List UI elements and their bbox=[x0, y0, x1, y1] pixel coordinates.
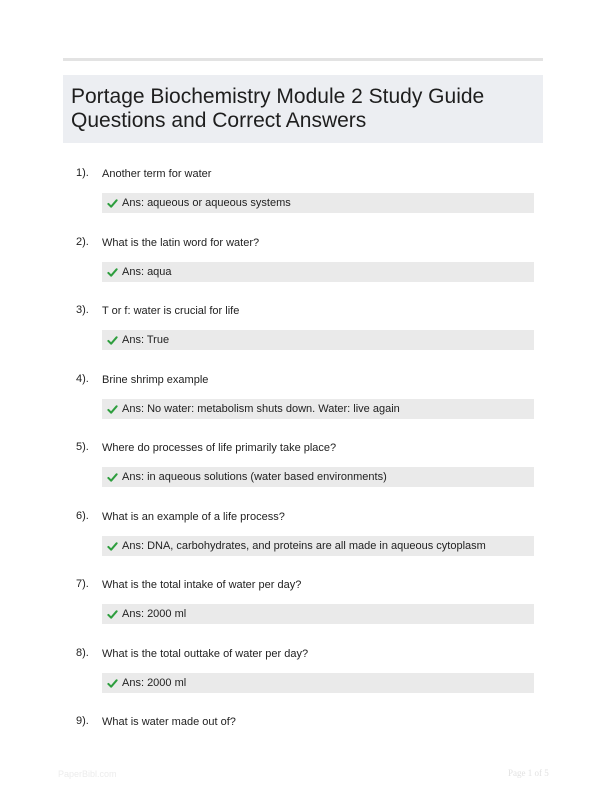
answer-box bbox=[102, 604, 534, 624]
question-text: What is the total outtake of water per day? bbox=[102, 648, 309, 660]
question-number: 3). bbox=[76, 304, 89, 316]
answer-text: Ans: No water: metabolism shuts down. Water: live again bbox=[122, 403, 400, 415]
top-divider bbox=[63, 58, 543, 61]
question-number: 1). bbox=[76, 167, 89, 179]
question-text: Another term for water bbox=[102, 168, 212, 180]
answer-box bbox=[102, 399, 534, 419]
check-icon bbox=[107, 404, 118, 415]
question-item bbox=[0, 373, 606, 433]
question-item bbox=[0, 647, 606, 707]
question-item bbox=[0, 441, 606, 501]
question-item bbox=[0, 167, 606, 227]
check-icon bbox=[107, 267, 118, 278]
check-icon bbox=[107, 609, 118, 620]
answer-text: Ans: in aqueous solutions (water based environments) bbox=[122, 471, 387, 483]
title-block bbox=[63, 75, 543, 143]
check-icon bbox=[107, 541, 118, 552]
check-icon bbox=[107, 335, 118, 346]
question-text: What is the total intake of water per day? bbox=[102, 579, 302, 591]
question-number: 8). bbox=[76, 647, 89, 659]
document-title bbox=[71, 85, 543, 133]
check-icon bbox=[107, 678, 118, 689]
answer-box bbox=[102, 467, 534, 487]
question-text: What is the latin word for water? bbox=[102, 237, 260, 249]
answer-text: Ans: 2000 ml bbox=[122, 608, 187, 620]
question-item bbox=[0, 236, 606, 296]
answer-box bbox=[102, 262, 534, 282]
footer-watermark: PaperBibl.com bbox=[58, 769, 117, 779]
check-icon bbox=[107, 198, 118, 209]
answer-text: Ans: 2000 ml bbox=[122, 677, 187, 689]
question-text: Brine shrimp example bbox=[102, 374, 209, 386]
question-text: Where do processes of life primarily take place? bbox=[102, 442, 337, 454]
check-icon bbox=[107, 472, 118, 483]
question-number: 5). bbox=[76, 441, 89, 453]
question-item bbox=[0, 304, 606, 364]
question-text: What is water made out of? bbox=[102, 716, 236, 728]
answer-text: Ans: DNA, carbohydrates, and proteins are all made in aqueous cytoplasm bbox=[122, 540, 486, 552]
question-number: 2). bbox=[76, 236, 89, 248]
answer-text: Ans: True bbox=[122, 334, 170, 346]
answer-box bbox=[102, 193, 534, 213]
answer-box bbox=[102, 536, 534, 556]
question-text: What is an example of a life process? bbox=[102, 511, 285, 523]
page-number: Page 1 of 5 bbox=[508, 768, 549, 778]
question-item bbox=[0, 510, 606, 570]
question-number: 7). bbox=[76, 578, 89, 590]
question-item bbox=[0, 715, 606, 775]
question-text: T or f: water is crucial for life bbox=[102, 305, 240, 317]
question-item bbox=[0, 578, 606, 638]
answer-box bbox=[102, 673, 534, 693]
question-number: 9). bbox=[76, 715, 89, 727]
question-number: 4). bbox=[76, 373, 89, 385]
title-line-1: Portage Biochemistry Module 2 Study Guide bbox=[71, 85, 485, 108]
title-line-2: Questions and Correct Answers bbox=[71, 109, 367, 132]
question-number: 6). bbox=[76, 510, 89, 522]
answer-text: Ans: aqueous or aqueous systems bbox=[122, 197, 291, 209]
answer-text: Ans: aqua bbox=[122, 266, 172, 278]
answer-box bbox=[102, 330, 534, 350]
